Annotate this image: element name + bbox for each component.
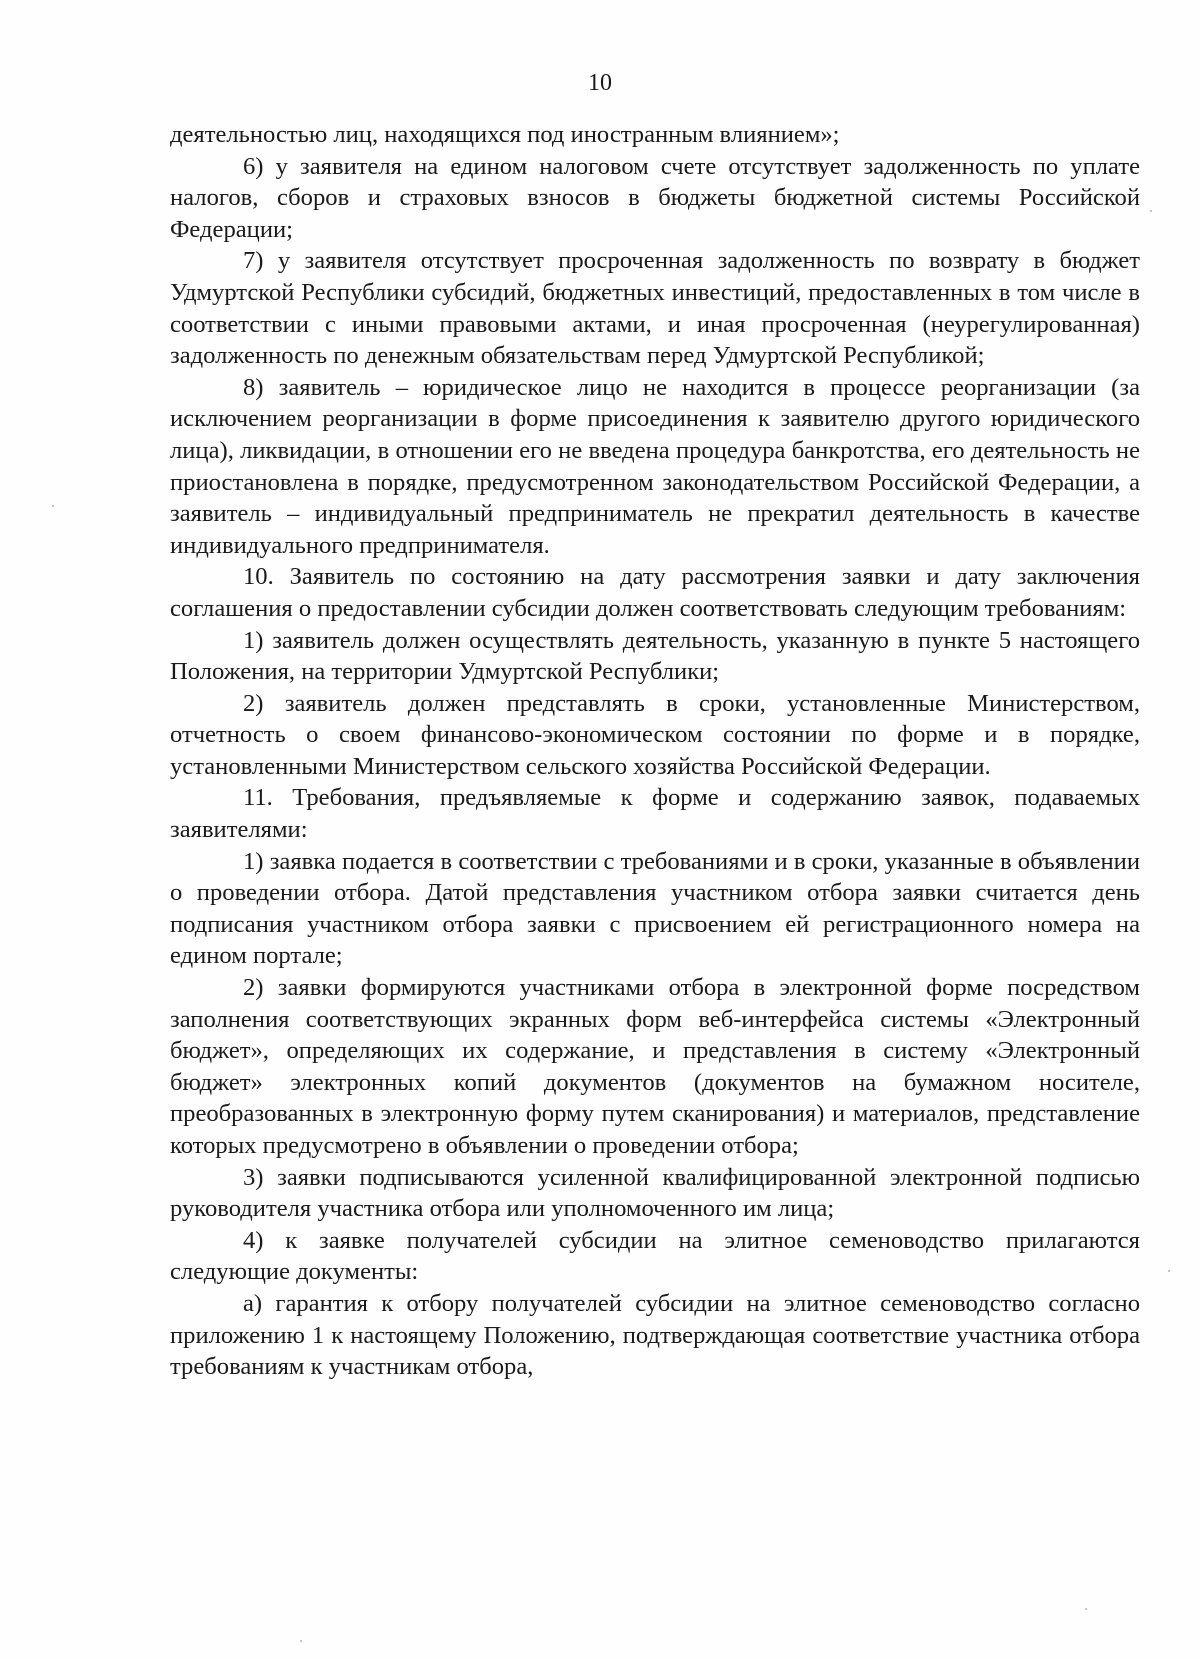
paragraph-section-11-item-2: 2) заявки формируются участниками отбора в электронной форме посредством заполнения соответствующих экранных форм веб-интерфейса системы «Электронный бюджет», определяющих их содержание, и представления в систему «Электронный бюджет» электронных копий документов (документов на бумажном носителе, преобразованных в электронную форму путем сканирования) и материалов, представление которых предусмотрено в объявлении о проведении отбора; (170, 974, 1140, 1159)
paragraph-section-10: 10. Заявитель по состоянию на дату рассмотрения заявки и дату заключения соглашения о предоставлении субсидии должен соответствовать следующим требованиям: (170, 563, 1140, 622)
paragraph-item-6: 6) у заявителя на едином налоговом счете отсутствует задолженность по уплате налогов, сборов и страховых взносов в бюджеты бюджетной системы Российской Федерации; (170, 152, 1140, 243)
paragraph-continuation: деятельностью лиц, находящихся под иностранным влиянием»; (170, 121, 840, 148)
scan-speck (1168, 1270, 1170, 1272)
scan-speck (1085, 1608, 1087, 1610)
paragraph-section-11: 11. Требования, предъявляемые к форме и содержанию заявок, подаваемых заявителями: (170, 784, 1140, 844)
paragraph-item-7: 7) у заявителя отсутствует просроченная задолженность по возврату в бюджет Удмуртской Республики субсидий, бюджетных инвестиций, предоставленных в том числе в соответствии с иными правовыми актами, и иная просроченная (неурегулированная) задолженность по денежным обязательствам перед Удмуртской Республикой; (170, 247, 1140, 370)
scan-speck (1150, 210, 1152, 212)
paragraph-section-10-item-2: 2) заявитель должен представлять в сроки, установленные Министерством, отчетность о своем финансово-экономическом состоянии по форме и в порядке, установленными Министерством сельского хозяйства Российской Федерации. (170, 689, 1140, 780)
document-body (170, 119, 1140, 1383)
paragraph-section-11-item-3: 3) заявки подписываются усиленной квалифицированной электронной подписью руководителя участника отбора или уполномоченного им лица; (170, 1163, 1140, 1223)
paragraph-item-8: 8) заявитель – юридическое лицо не находится в процессе реорганизации (за исключением реорганизации в форме присоединения к заявителю другого юридического лица), ликвидации, в отношении его не введена процедура банкротства, его деятельность не приостановлена в порядке, предусмотренном законодательством Российской Федерации, а заявитель – индивидуальный предприниматель не прекратил деятельность в качестве индивидуального предпринимателя. (170, 373, 1140, 559)
paragraph-section-10-item-1: 1) заявитель должен осуществлять деятельность, указанную в пункте 5 настоящего Положения, на территории Удмуртской Республики; (170, 626, 1140, 686)
paragraph-section-11-item-1: 1) заявка подается в соответствии с требованиями и в сроки, указанные в объявлении о проведении отбора. Датой представления участником отбора заявки считается день подписания участником отбора заявки с присвоением ей регистрационного номера на едином портале; (170, 847, 1140, 970)
paragraph-section-11-subitem-a: а) гарантия к отбору получателей субсидии на элитное семеноводство согласно приложению 1 к настоящему Положению, подтверждающая соответствие участника отбора требованиям к участникам отбора, (170, 1289, 1140, 1381)
paragraph-section-11-item-4: 4) к заявке получателей субсидии на элитное семеноводство прилагаются следующие документы: (170, 1226, 1140, 1286)
page-number: 10 (588, 70, 612, 96)
scan-speck (52, 505, 54, 507)
scan-speck (300, 1640, 302, 1642)
